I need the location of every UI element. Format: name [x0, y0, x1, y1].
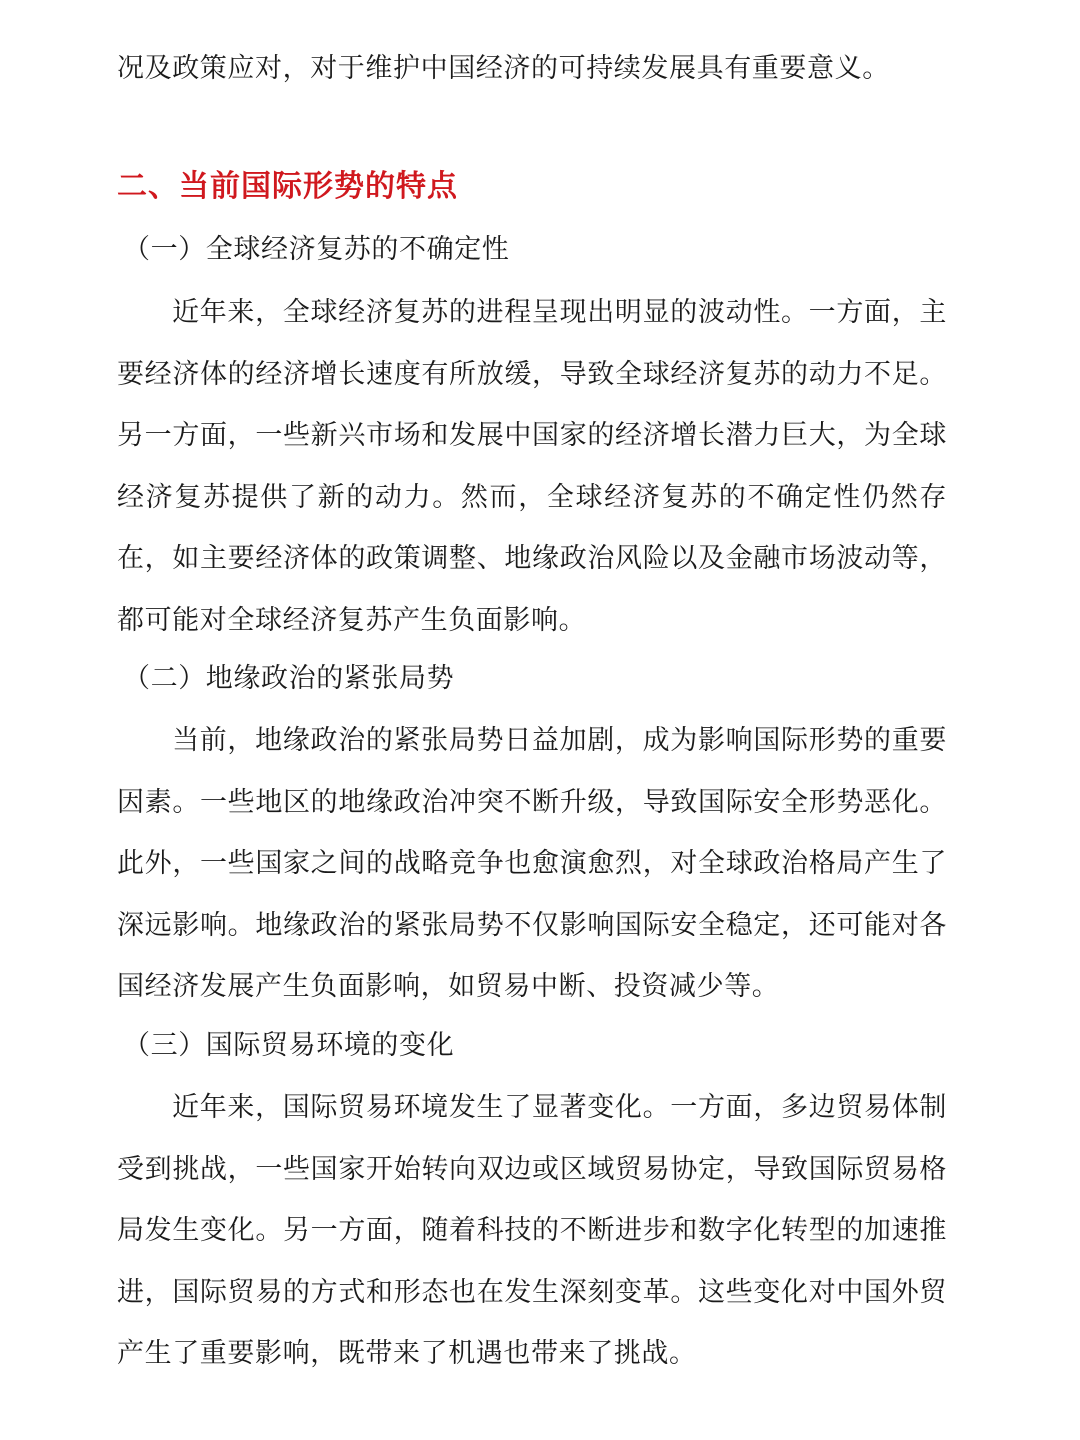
subsection-body-text-2: 当前，地缘政治的紧张局势日益加剧，成为影响国际形势的重要因素。一些地区的地缘政治冲突不断升级，导致国际安全形势恶化。此外，一些国家之间的战略竞争也愈演愈烈，对全球政治格局产生了深远影响。地缘政治的紧张局势不仅影响国际安全稳定，还可能对各国经济发展产生负面影响，如贸易中断、投资减少等。	[117, 725, 947, 1002]
section-title: 二、当前国际形势的特点	[117, 169, 458, 204]
subsection-heading-1: （一）全球经济复苏的不确定性	[123, 234, 510, 265]
subsection-body-2	[117, 710, 947, 1018]
subsection-heading-2: （二）地缘政治的紧张局势	[123, 663, 455, 694]
subsection-heading-3: （三）国际贸易环境的变化	[123, 1030, 455, 1061]
subsection-body-text-3: 近年来，国际贸易环境发生了显著变化。一方面，多边贸易体制受到挑战，一些国家开始转向双边或区域贸易协定，导致国际贸易格局发生变化。另一方面，随着科技的不断进步和数字化转型的加速推进，国际贸易的方式和形态也在发生深刻变革。这些变化对中国外贸产生了重要影响，既带来了机遇也带来了挑战。	[117, 1092, 947, 1369]
subsection-body-1	[117, 282, 947, 651]
subsection-body-text-1: 近年来，全球经济复苏的进程呈现出明显的波动性。一方面，主要经济体的经济增长速度有所放缓，导致全球经济复苏的动力不足。另一方面，一些新兴市场和发展中国家的经济增长潜力巨大，为全球经济复苏提供了新的动力。然而，全球经济复苏的不确定性仍然存在，如主要经济体的政策调整、地缘政治风险以及金融市场波动等，都可能对全球经济复苏产生负面影响。	[117, 297, 947, 636]
intro-paragraph-tail: 况及政策应对，对于维护中国经济的可持续发展具有重要意义。	[117, 53, 890, 84]
subsection-body-3	[117, 1077, 947, 1385]
